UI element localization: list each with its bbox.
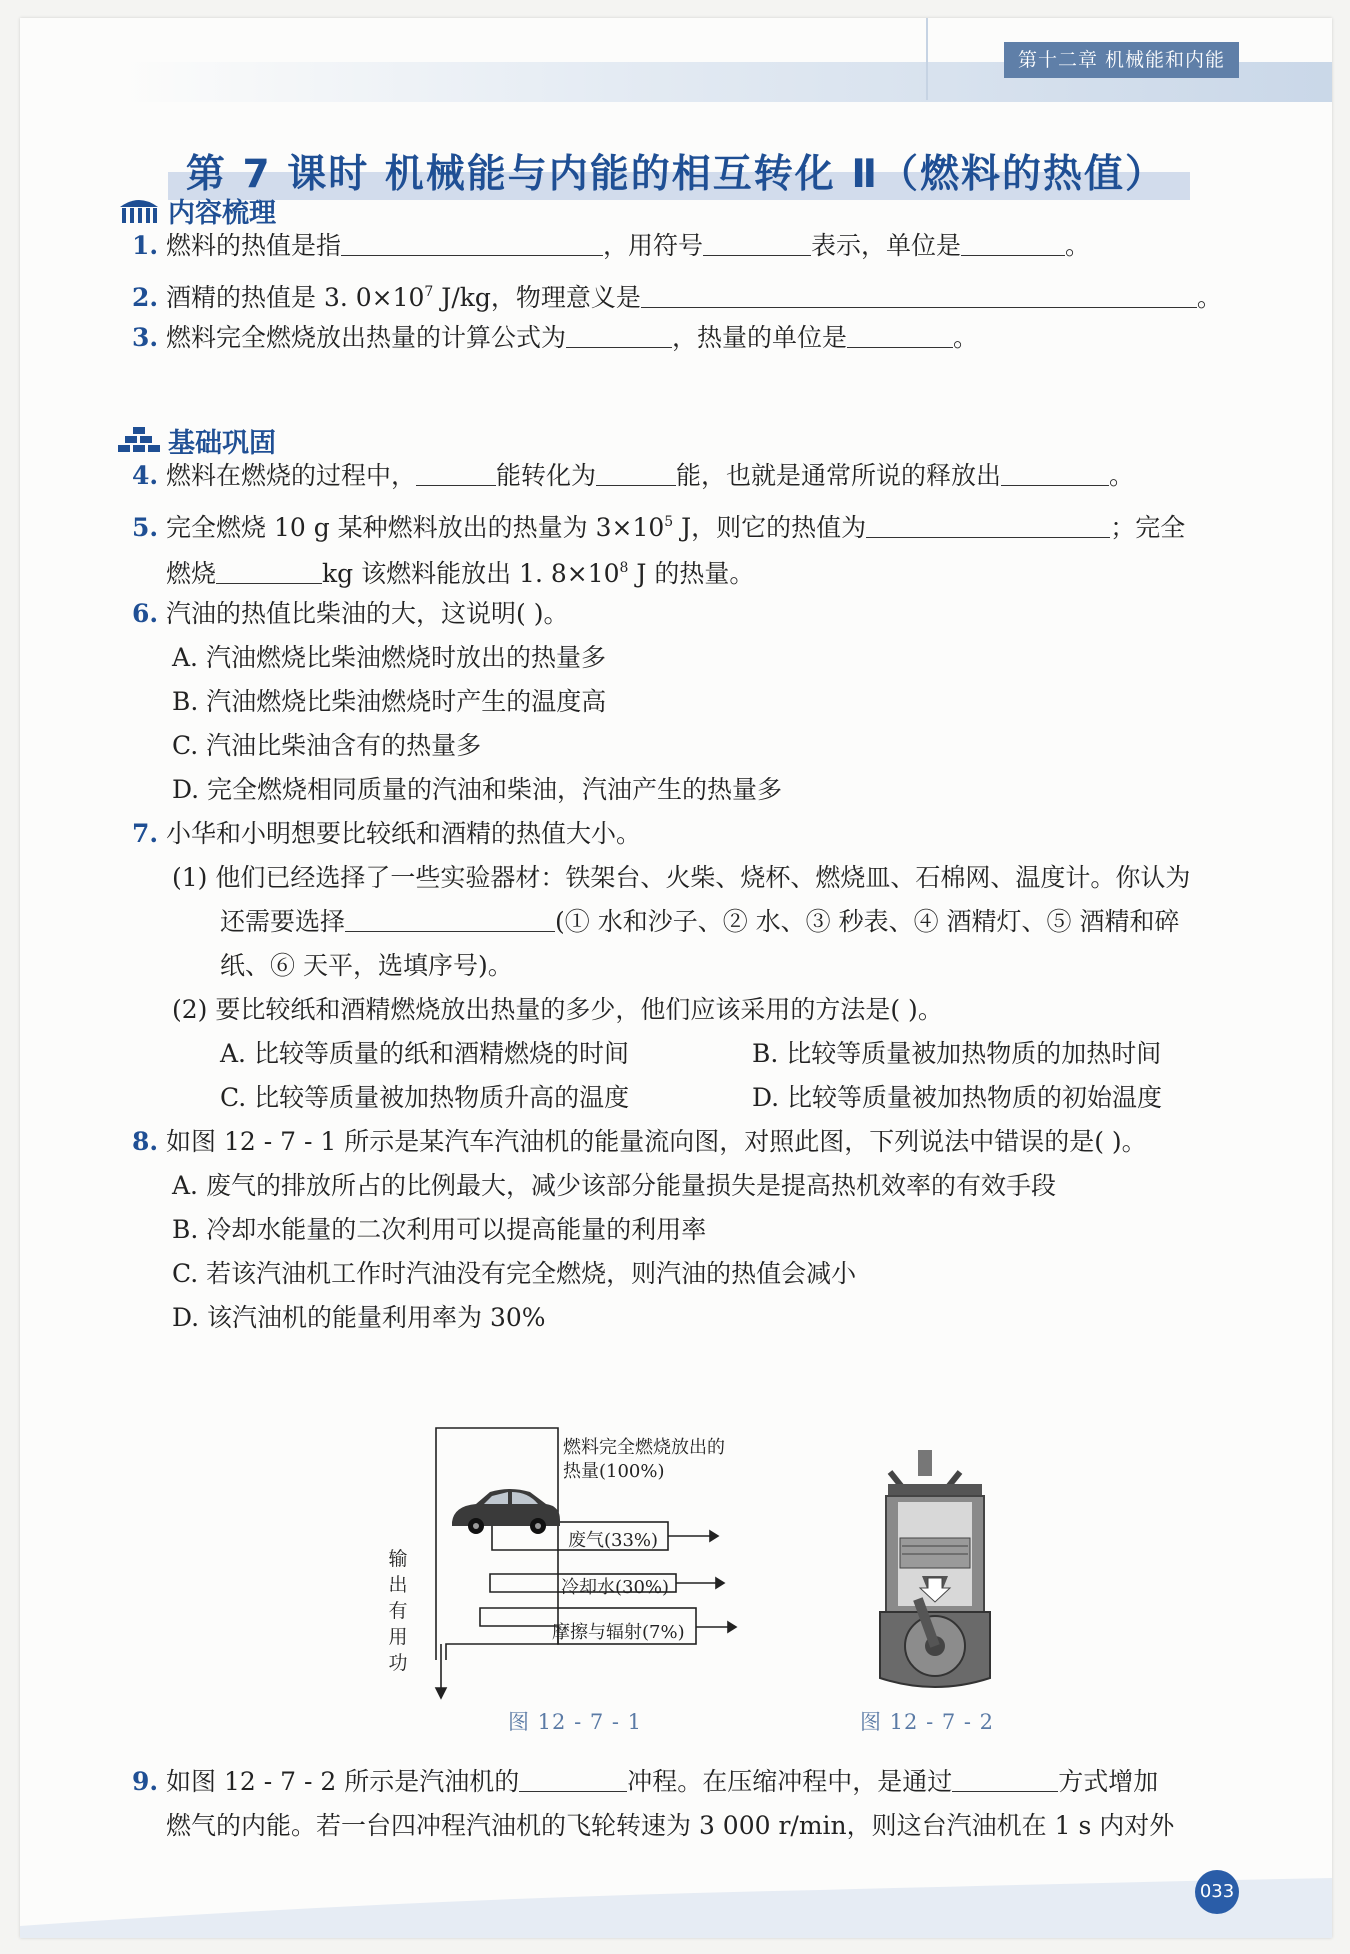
question-7: 7. 小华和小明想要比较纸和酒精的热值大小。 <box>132 819 642 848</box>
answer-blank[interactable] <box>703 229 811 256</box>
answer-blank[interactable] <box>345 905 555 932</box>
question-6: 6. 汽油的热值比柴油的大，这说明( )。 <box>132 599 569 628</box>
friction-radiation-label: 摩擦与辐射(7%) <box>552 1622 685 1643</box>
section-title: 内容梳理 <box>168 197 276 229</box>
question-7-part-1-cont: 还需要选择 (① 水和沙子、② 水、③ 秒表、④ 酒精灯、⑤ 酒精和碎 <box>220 907 1180 936</box>
option-d[interactable]: D. 比较等质量被加热物质的初始温度 <box>752 1083 1163 1112</box>
section-content-review <box>118 190 276 230</box>
page-number: 033 <box>1195 1870 1239 1914</box>
question-9: 9. 如图 12 - 7 - 2 所示是汽油机的 冲程。在压缩冲程中，是通过 方式增加 <box>132 1767 1159 1796</box>
answer-blank[interactable] <box>596 459 676 486</box>
answer-blank[interactable] <box>641 281 1197 308</box>
cooling-water-label: 冷却水(30%) <box>561 1577 670 1598</box>
section-title: 基础巩固 <box>168 427 276 459</box>
answer-blank[interactable] <box>416 459 496 486</box>
footer-wave <box>20 1868 1332 1938</box>
answer-blank[interactable] <box>866 511 1110 538</box>
answer-blank[interactable] <box>519 1765 627 1792</box>
question-7-part-1-end: 纸、⑥ 天平，选填序号)。 <box>220 951 513 980</box>
section-basic-practice <box>118 420 276 460</box>
answer-blank[interactable] <box>566 321 672 348</box>
total-heat-label: 燃料完全燃烧放出的 热量(100%) <box>563 1437 725 1482</box>
figure-caption: 图 12 - 7 - 1 <box>508 1710 643 1734</box>
option-c[interactable]: C. 比较等质量被加热物质升高的温度 <box>220 1083 630 1112</box>
question-9-cont: 燃气的内能。若一台四冲程汽油机的飞轮转速为 3 000 r/min，则这台汽油机在 1 s 内对外 <box>166 1811 1175 1840</box>
question-7-part-2: (2) 要比较纸和酒精燃烧放出热量的多少，他们应该采用的方法是( )。 <box>172 995 943 1024</box>
option-c[interactable]: C. 若该汽油机工作时汽油没有完全燃烧，则汽油的热值会减小 <box>172 1259 857 1288</box>
building-columns-icon <box>118 195 160 225</box>
engine-cylinder-icon <box>870 1446 1000 1696</box>
car-icon <box>452 1489 560 1534</box>
question-1: 1. 燃料的热值是指 ，用符号 表示，单位是 。 <box>132 231 1091 260</box>
question-4: 4. 燃料在燃烧的过程中， 能转化为 能，也就是通常所说的释放出 。 <box>132 461 1135 490</box>
answer-blank[interactable] <box>341 229 603 256</box>
option-b[interactable]: B. 比较等质量被加热物质的加热时间 <box>752 1039 1162 1068</box>
stacked-bricks-icon <box>118 425 160 455</box>
question-7-part-1: (1) 他们已经选择了一些实验器材：铁架台、火柴、烧杯、燃烧皿、石棉网、温度计。你认为 <box>172 863 1191 892</box>
answer-blank[interactable] <box>952 1765 1058 1792</box>
answer-blank[interactable] <box>961 229 1065 256</box>
useful-work-label: 输 出 有 用 功 <box>388 1548 408 1674</box>
question-2: 2. 酒精的热值是 3. $0\times 10^7$ J/kg，物理意义是 。 <box>132 283 1222 312</box>
option-b[interactable]: B. 汽油燃烧比柴油燃烧时产生的温度高 <box>172 687 607 716</box>
question-3: 3. 燃料完全燃烧放出热量的计算公式为 ，热量的单位是 。 <box>132 323 979 352</box>
option-c[interactable]: C. 汽油比柴油含有的热量多 <box>172 731 482 760</box>
question-8: 8. 如图 12 - 7 - 1 所示是某汽车汽油机的能量流向图，对照此图，下列说法中错误的是( )。 <box>132 1127 1147 1156</box>
answer-blank[interactable] <box>847 321 953 348</box>
answer-blank[interactable] <box>1001 459 1109 486</box>
option-d[interactable]: D. 完全燃烧相同质量的汽油和柴油，汽油产生的热量多 <box>172 775 783 804</box>
option-b[interactable]: B. 冷却水能量的二次利用可以提高能量的利用率 <box>172 1215 707 1244</box>
option-a[interactable]: A. 汽油燃烧比柴油燃烧时放出的热量多 <box>172 643 606 672</box>
exhaust-label: 废气(33%) <box>568 1530 659 1551</box>
chapter-tag: 第十二章 机械能和内能 <box>1004 42 1239 78</box>
option-d[interactable]: D. 该汽油机的能量利用率为 30% <box>172 1303 546 1332</box>
question-5-cont: 燃烧 kg 该燃料能放出 1. $8\times 10^8$ J 的热量。 <box>166 559 755 588</box>
option-a[interactable]: A. 废气的排放所占的比例最大，减少该部分能量损失是提高热机效率的有效手段 <box>172 1171 1056 1200</box>
workbook-page <box>20 18 1332 1938</box>
figure-caption: 图 12 - 7 - 2 <box>860 1710 995 1734</box>
question-5: 5. 完全燃烧 10 g 某种燃料放出的热量为 $3\times 10^5$ J，则它的热值为 ；完全 <box>132 513 1186 542</box>
option-a[interactable]: A. 比较等质量的纸和酒精燃烧的时间 <box>220 1039 629 1068</box>
header-divider <box>926 18 928 100</box>
answer-blank[interactable] <box>216 557 322 584</box>
page-title: 第 7 课时 机械能与内能的相互转化 Ⅱ（燃料的热值） <box>185 152 1167 197</box>
